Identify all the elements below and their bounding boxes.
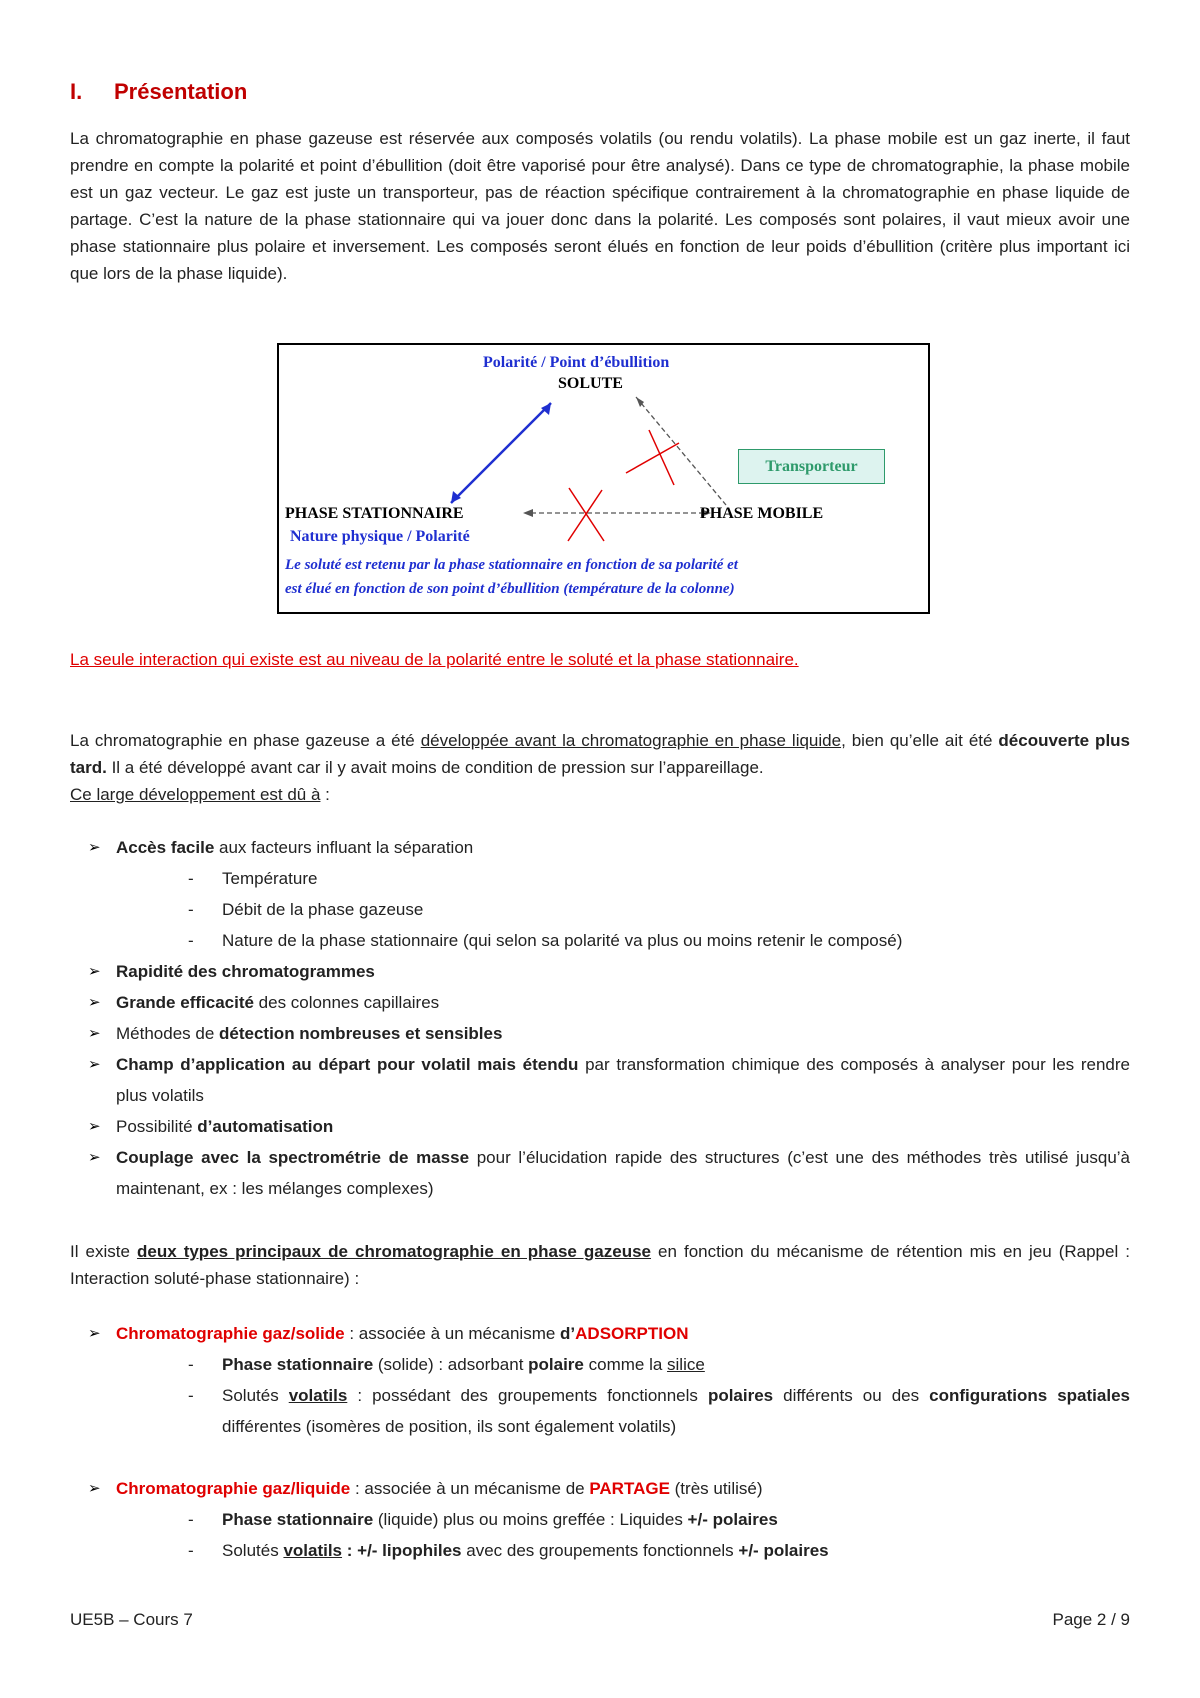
diagram-stationary: PHASE STATIONNAIRE [285,505,464,522]
sub-list-item [70,1349,1130,1380]
list-item [70,1473,1130,1566]
dash-bullet: - [188,931,194,950]
item-bold: d’ [560,1324,576,1343]
gas-liquid-mechanism: PARTAGE [589,1479,670,1498]
item-bold: Phase stationnaire [222,1510,374,1529]
item-bold: Champ d’application au départ pour volatil mais étendu [116,1055,579,1074]
list-item [70,956,1130,987]
item-bold: polaire [528,1355,584,1374]
arrow-bullet-icon: ➢ [88,994,101,1011]
sub-list-item [70,925,1130,956]
list-item [70,987,1130,1018]
sub-item-text: Température [222,869,318,888]
list-item [70,1049,1130,1111]
item-text: (très utilisé) [669,1479,763,1498]
dash-bullet: - [188,1386,194,1405]
diagram-mobile: PHASE MOBILE [700,505,824,522]
diagram-transporteur-box: Transporteur [738,449,885,484]
item-bold: Accès facile [116,838,215,857]
arrow-bullet-icon: ➢ [88,1056,101,1073]
diagram-caption-1: Le soluté est retenu par la phase stationnaire en fonction de sa polarité et [285,557,738,573]
solute-phase-diagram [277,343,930,614]
types-paragraph [70,1238,1130,1292]
sub-item-text: Débit de la phase gazeuse [222,900,424,919]
item-text: : possédant des groupements fonctionnels [347,1386,708,1405]
dev-text-b: développée avant la chromatographie en phase liquide [420,731,842,750]
item-bold: Phase stationnaire [222,1355,374,1374]
item-bold: configurations spatiales [929,1386,1130,1405]
gas-liquid-title: Chromatographie gaz/liquide [116,1479,351,1498]
item-text: Méthodes de [116,1024,220,1043]
list-item [70,1111,1130,1142]
sub-list-item [70,1504,1130,1535]
arrow-bullet-icon: ➢ [88,1149,101,1166]
item-bold: polaires [707,1386,774,1405]
dev-text-c: , bien qu’elle ait été [841,731,999,750]
footer-page-number: Page 2 / 9 [1052,1610,1130,1629]
item-underline: silice [667,1355,705,1374]
item-bold: Rapidité des chromatogrammes [116,962,375,981]
sub-list-item [70,863,1130,894]
dev-text-f: Ce large développement est dû à [70,785,321,804]
intro-paragraph: La chromatographie en phase gazeuse est réservée aux composés volatils (ou rendu volatils). La phase mobile est un gaz inerte, il faut prendre en compte la polarité et point d’ébullition (doit être vaporisé pour être analysé). Dans ce type de chromatographie, la phase mobile est un gaz vecteur. Le gaz est juste un transporteur, pas de réaction spécifique contrairement à la chromatographie en phase liquide de partage. C’est la nature de la phase stationnaire qui va jouer donc dans la polarité. Les composés sont polaires, il vaut mieux avoir une phase stationnaire plus polaire et inversement. Les composés seront élués en fonction de leur poids d’ébullition (critère plus important ici que lors de la phase liquide). [70,129,1130,283]
arrow-bullet-icon: ➢ [88,839,101,856]
dash-bullet: - [188,900,194,919]
item-text: : associée à un mécanisme de [350,1479,590,1498]
arrow-bullet-icon: ➢ [88,1118,101,1135]
list-item [70,1142,1130,1204]
key-statement: La seule interaction qui existe est au niveau de la polarité entre le soluté et la phase stationnaire. [70,650,799,669]
advantages-list [70,832,1130,1204]
item-bold: d’automatisation [197,1117,334,1136]
diagram-caption-2: est élué en fonction de son point d’ébullition (température de la colonne) [285,581,735,597]
list-item [70,1318,1130,1442]
arrow-bullet-icon: ➢ [88,1480,101,1497]
dev-text-d: découverte plus tard. [70,731,1131,777]
dash-bullet: - [188,1541,194,1560]
sub-list-item [70,1380,1130,1442]
red-cross-1b [626,443,679,473]
item-bold: Couplage avec la spectrométrie de masse [116,1148,470,1167]
sub-list-item [70,894,1130,925]
item-text: différents ou des [773,1386,930,1405]
item-text: des colonnes capillaires [253,993,440,1012]
dash-bullet: - [188,1510,194,1529]
sub-list-item [70,1535,1130,1566]
item-underline: volatils [283,1541,343,1560]
list-item [70,832,1130,956]
item-underline: volatils [288,1386,348,1405]
section-title: Présentation [114,79,248,104]
item-text: Solutés [222,1541,284,1560]
dash-bullet: - [188,869,194,888]
types-text-c: en fonction du mécanisme de rétention mis en jeu (Rappel : Interaction soluté-phase stationnaire) : [70,1242,1130,1288]
diagram-solute: SOLUTE [558,375,623,392]
blue-arrow-line [451,403,551,503]
types-text-b: deux types principaux de chromatographie en phase gazeuse [136,1242,652,1261]
diagram-stationary-sub: Nature physique / Polarité [290,528,470,545]
section-number: I. [70,79,83,104]
dashed-arrowhead-left [523,509,533,517]
development-lead [70,781,1130,808]
item-text: (solide) : adsorbant [373,1355,529,1374]
dev-text-g: : [320,785,330,804]
list-item [70,1018,1130,1049]
item-text: (liquide) plus ou moins greffée : Liquides [373,1510,688,1529]
item-text: : associée à un mécanisme [344,1324,561,1343]
diagram-top-label: Polarité / Point d’ébullition [483,354,670,371]
sub-item-text: Nature de la phase stationnaire (qui selon sa polarité va plus ou moins retenir le composé) [222,931,903,950]
arrow-bullet-icon: ➢ [88,1025,101,1042]
dashed-solute-mobile [636,397,726,505]
development-paragraph [70,727,1130,781]
footer-course: UE5B – Cours 7 [70,1610,193,1629]
item-bold: +/- polaires [687,1510,778,1529]
item-text: Solutés [222,1386,289,1405]
item-bold: +/- polaires [738,1541,829,1560]
dev-text-a: La chromatographie en phase gazeuse a été [70,731,421,750]
dev-text-e: Il a été développé avant car il y avait moins de condition de pression sur l’appareillage. [106,758,764,777]
item-text: comme la [583,1355,668,1374]
dash-bullet: - [188,1355,194,1374]
arrow-bullet-icon: ➢ [88,1325,101,1342]
gas-solid-title: Chromatographie gaz/solide [116,1324,345,1343]
gas-solid-section [70,1318,1130,1442]
item-text: avec des groupements fonctionnels [461,1541,739,1560]
types-text-a: Il existe [70,1242,137,1261]
item-bold: : +/- lipophiles [342,1541,462,1560]
gas-liquid-section [70,1473,1130,1566]
item-bold: détection nombreuses et sensibles [219,1024,503,1043]
section-heading [70,79,247,105]
gas-solid-mechanism: ADSORPTION [575,1324,689,1343]
item-text: aux facteurs influant la séparation [214,838,474,857]
item-text: pour l’élucidation rapide des structures (c’est une des méthodes très utilisé jusqu’à maintenant, ex : les mélanges complexes) [116,1148,1131,1198]
red-cross-2b [568,490,602,541]
item-bold: Grande efficacité [116,993,254,1012]
item-text: par transformation chimique des composés à analyser pour les rendre plus volatils [116,1055,1130,1105]
item-text: différentes (isomères de position, ils sont également volatils) [222,1417,677,1436]
arrow-bullet-icon: ➢ [88,963,101,980]
item-text: Possibilité [116,1117,198,1136]
